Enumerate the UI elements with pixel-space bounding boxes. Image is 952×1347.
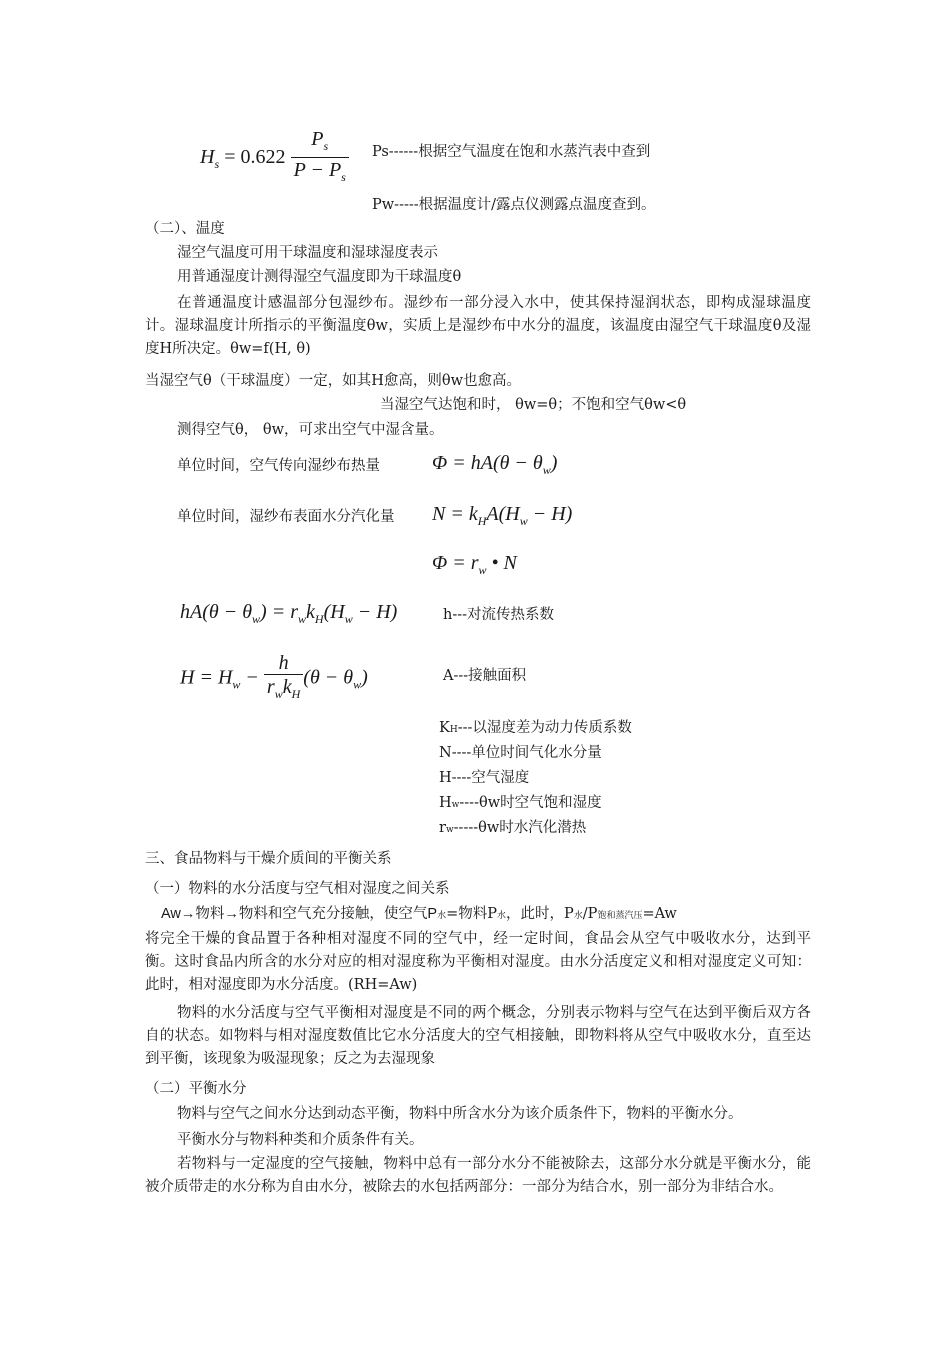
definition-rw: [439, 819, 586, 840]
section-3-2-heading: （二）平衡水分: [145, 1081, 247, 1097]
definition-hw-symbol: H: [439, 795, 452, 811]
aw-line-part-b: =物料P: [446, 906, 497, 922]
balance-equation: $hA(\theta - \theta_w) = r_wk_H(H_w - H)$: [180, 601, 398, 626]
aw-saturation-sub: 饱和蒸汽压: [597, 911, 643, 921]
formula-hs-den-sub: s: [341, 170, 346, 184]
definition-rw-sub: w: [445, 825, 454, 835]
aw-line-part-a: Aw→物料→物料和空气充分接触，使空气P: [161, 906, 438, 922]
vaporization-label: 单位时间，湿纱布表面水分汽化量: [177, 509, 395, 525]
formula-hs-coef: = 0.622: [224, 146, 286, 168]
heat-equation: $\Phi = hA(\theta - \theta_w)$: [432, 452, 558, 477]
formula-hs-numerator: [291, 128, 349, 158]
section-3-paragraph-4: 平衡水分与物料种类和介质条件有关。: [177, 1132, 424, 1148]
pw-note: Pw-----根据温度计/露点仪测露点温度查到。: [372, 197, 656, 213]
definition-kh-symbol: K: [439, 720, 450, 736]
aw-water-sub-1: 水: [437, 911, 447, 921]
definition-h: h---对流传热系数: [443, 607, 555, 623]
definition-hw: [439, 794, 602, 815]
vaporization-equation-main: N = k: [432, 503, 478, 525]
formula-hs-den: P − P: [293, 159, 342, 181]
section-temperature-heading: （二）、温度: [145, 221, 225, 237]
formula-hs-fraction: [291, 128, 349, 189]
section-3-paragraph-5: 若物料与一定湿度的空气接触，物料中总有一部分水分不能被除去，这部分水分就是平衡水分，能被介质带走的水分称为自由水分，被除去的水包括两部分：一部分为结合水，别一部分为非结合水。: [145, 1156, 811, 1195]
temp-paragraph-1: 湿空气温度可用干球温度和湿球湿度表示: [177, 245, 438, 261]
temp-paragraph-6: 测得空气θ， θw，可求出空气中湿含量。: [177, 422, 444, 438]
definition-kh-sub: H: [449, 725, 458, 735]
vaporization-equation: $N = k_HA(H_w - H)$: [432, 503, 573, 528]
definition-hw-text: ----θw时空气饱和湿度: [459, 795, 602, 811]
section-3-paragraph-2: 物料的水分活度与空气平衡相对湿度是不同的两个概念，分别表示物料与空气在达到平衡后双方各自的状态。如物料与相对湿度数值比它水分活度大的空气相接触，即物料将从空气中吸收水分，直至达到平衡，该现象为吸湿现象；反之为去湿现象: [145, 1005, 811, 1067]
section-3-1-heading: （一）物料的水分活度与空气相对湿度之间关系: [145, 881, 450, 897]
definition-a: A---接触面积: [443, 668, 527, 684]
section-3-paragraph-3: 物料与空气之间水分达到动态平衡，物料中所含水分为该介质条件下，物料的平衡水分。: [177, 1106, 743, 1122]
formula-hs-denominator: [291, 158, 349, 189]
formula-hs-num: P: [311, 128, 324, 150]
aw-line-part-d: /P: [582, 906, 598, 922]
formula-hs-num-sub: s: [323, 139, 329, 153]
formula-hs-lhs: H: [200, 146, 215, 168]
temp-paragraph-4: 当湿空气θ（干球温度）一定，如其H愈高，则θw也愈高。: [145, 373, 522, 389]
humidity-equation-fraction: $\frac{h}{r_wk_H}$: [264, 652, 303, 706]
definition-rw-symbol: r: [439, 820, 446, 836]
formula-hs: [200, 128, 349, 189]
aw-line-part-e: =Aw: [642, 906, 677, 922]
humidity-equation: $H = H_w$ − $\frac{h}{r_wk_H}$ $(\theta - \theta_w)$: [180, 652, 368, 706]
aw-water-sub-2: 水: [496, 911, 506, 921]
aw-line-part-c: ，此时，P: [506, 906, 574, 922]
temp-paragraph-5: 当湿空气达饱和时， θw=θ；不饱和空气θw<θ: [380, 397, 687, 413]
balance-equation-main: hA(θ − θ: [180, 601, 253, 623]
definition-rw-text: -----θw时水汽化潜热: [453, 820, 587, 836]
definition-humidity: H----空气湿度: [439, 770, 530, 786]
definition-kh: [439, 719, 632, 740]
ps-note: Ps------根据空气温度在饱和水蒸汽表中查到: [372, 144, 651, 160]
phi-equation-main: Φ = r: [432, 552, 479, 574]
section-3-heading: 三、食品物料与干燥介质间的平衡关系: [145, 851, 392, 867]
section-3-paragraph-1: 将完全干燥的食品置于各种相对湿度不同的空气中，经一定时间，食品会从空气中吸收水分，达到平衡。这时食品内所含的水分对应的相对湿度称为平衡相对湿度。由水分活度定义和相对湿度定义可知：此时，相对湿度即为水分活度。(RH=Aw): [145, 931, 811, 993]
aw-water-sub-3: 水: [573, 911, 583, 921]
definition-hw-sub: w: [451, 800, 460, 810]
heat-equation-main: Φ = hA(θ − θ: [432, 452, 543, 474]
temp-paragraph-3: 在普通温度计感温部分包湿纱布。湿纱布一部分浸入水中，使其保持湿润状态，即构成湿球温度计。湿球温度计所指示的平衡温度θw，实质上是湿纱布中水分的温度，该温度由湿空气干球温度θ及湿度H所决定。θw=f(H, θ): [145, 295, 811, 357]
formula-hs-lhs-sub: s: [214, 157, 220, 171]
definition-kh-text: ---以湿度差为动力传质系数: [457, 720, 632, 736]
phi-equation: $\Phi = r_w$ • N: [432, 552, 517, 577]
aw-relation-line: [161, 905, 677, 926]
temp-paragraph-2: 用普通湿度计测得湿空气温度即为干球温度θ: [177, 269, 462, 285]
definition-n: N----单位时间气化水分量: [439, 745, 602, 761]
heat-label: 单位时间，空气传向湿纱布热量: [177, 458, 380, 474]
